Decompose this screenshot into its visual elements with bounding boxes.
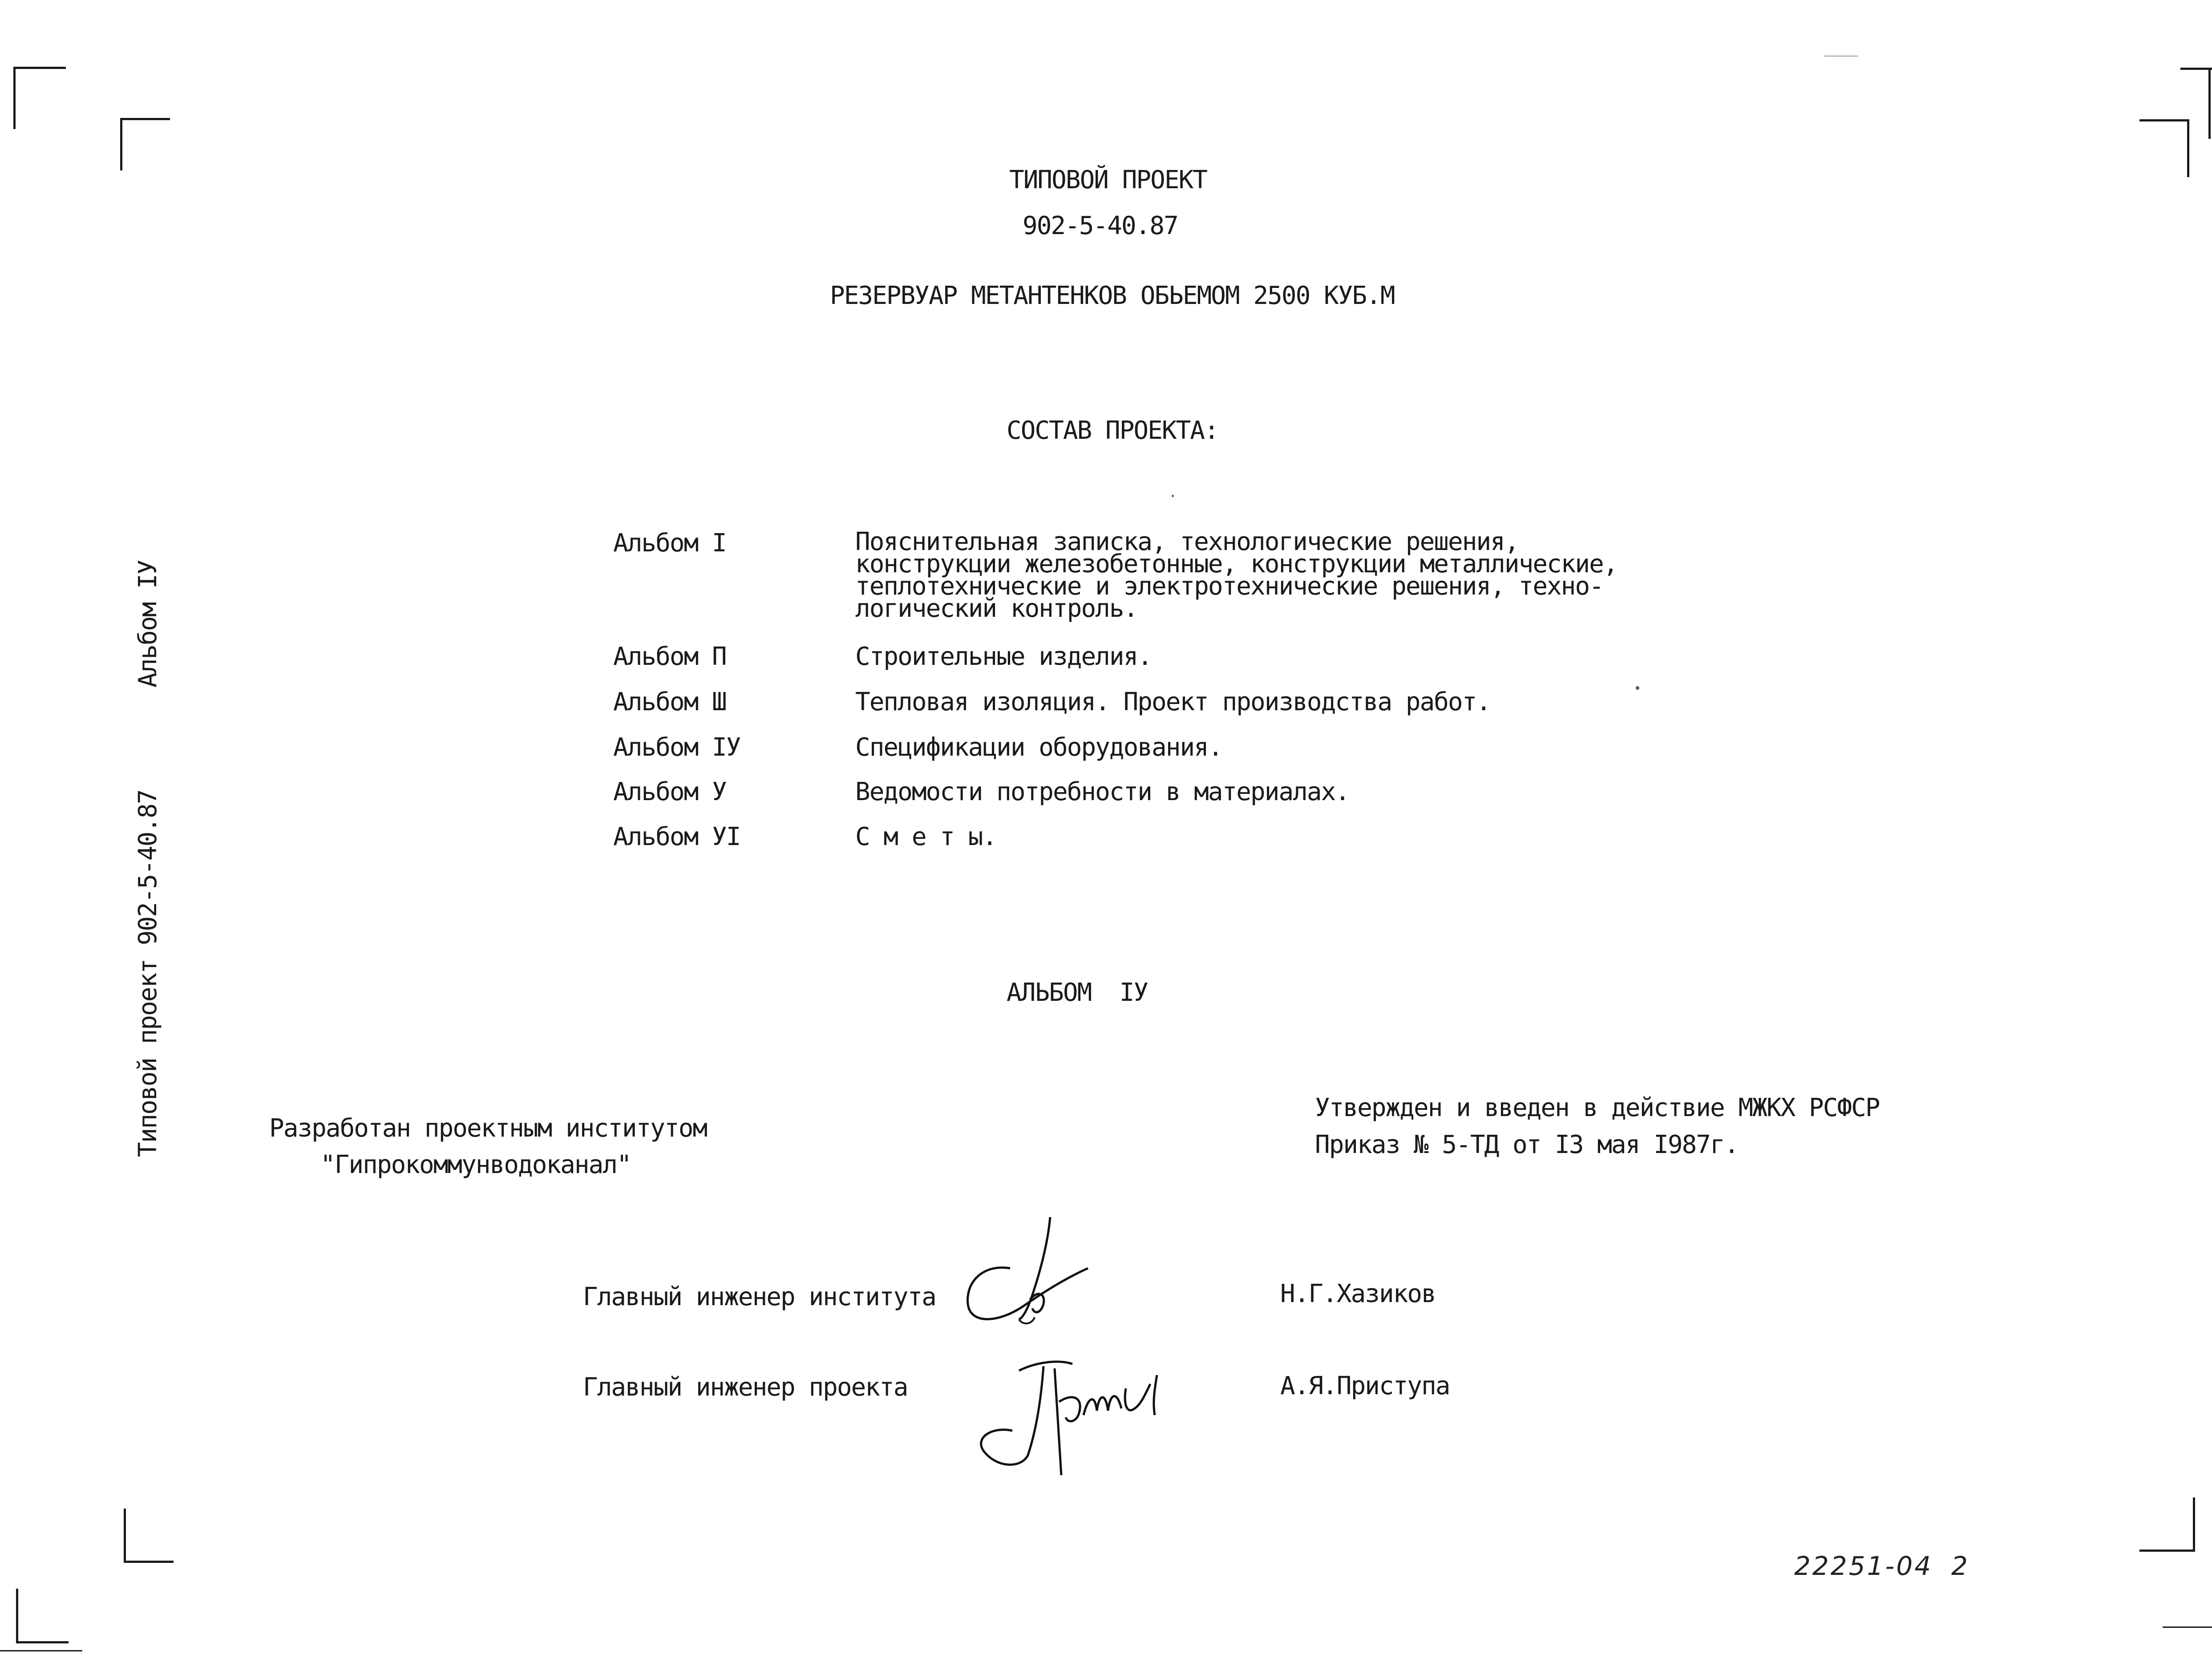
signature-name-2: А.Я.Приступа	[1280, 1372, 1450, 1400]
album-6-label: Альбом УI	[613, 822, 740, 851]
album-2-description: Строительные изделия.	[855, 642, 1152, 671]
scan-dot	[1172, 495, 1174, 497]
crop-mark-tl-inner-h	[120, 118, 170, 120]
album-5-label: Альбом У	[613, 777, 726, 806]
signature-role-2: Главный инженер проекта	[583, 1373, 908, 1402]
album-1-description: Пояснительная записка, технологические решения, конструкции железобетонные, конструкции металлические, теплотехнические и электротехнические решения, техно- логический контроль.	[855, 527, 1618, 623]
album-4-description: Спецификации оборудования.	[855, 733, 1222, 762]
side-album-label: Альбом IУ	[133, 560, 162, 688]
page-number: 2	[1951, 1551, 1969, 1581]
document-number: 22251-04	[1794, 1551, 1933, 1581]
album-6-description: С м е т ы.	[855, 822, 997, 851]
album-3-label: Альбом Ш	[613, 688, 726, 716]
scan-mark-top	[1824, 56, 1858, 57]
crop-mark-bl-outer-h	[16, 1641, 69, 1643]
crop-mark-tr-outer-h	[2180, 68, 2212, 70]
crop-mark-tl-outer-v	[13, 67, 16, 129]
crop-mark-tr-inner-h	[2139, 119, 2189, 121]
developer-line-2: "Гипрокоммунводоканал"	[320, 1150, 631, 1179]
approval-line-1: Утвержден и введен в действие МЖКХ РСФСР	[1315, 1093, 1880, 1122]
composition-heading: СОСТАВ ПРОЕКТА:	[1007, 416, 1218, 445]
album-4-label: Альбом IУ	[613, 733, 740, 762]
crop-mark-tr-outer-v	[2208, 68, 2211, 139]
crop-mark-bl-inner-v	[124, 1509, 126, 1563]
crop-mark-bl-inner-h	[124, 1561, 174, 1563]
developer-line-1: Разработан проектным институтом	[269, 1114, 707, 1143]
crop-mark-tl-outer-h	[13, 67, 66, 69]
crop-mark-bl-edge	[0, 1650, 82, 1651]
album-2-label: Альбом П	[613, 642, 726, 671]
crop-mark-bl-outer-v	[16, 1589, 18, 1643]
crop-mark-tl-inner-v	[120, 118, 122, 170]
crop-mark-tr-inner-v	[2187, 119, 2189, 177]
project-title: РЕЗЕРВУАР МЕТАНТЕНКОВ ОБЬЕМОМ 2500 КУБ.М	[830, 281, 1395, 310]
project-type-label: ТИПОВОЙ ПРОЕКТ	[1009, 166, 1207, 194]
approval-line-2: Приказ № 5-ТД от I3 мая I987г.	[1315, 1130, 1739, 1159]
side-project-label: Типовой проект 902-5-40.87	[133, 790, 162, 1157]
handwritten-signature-2	[970, 1348, 1175, 1477]
scan-dot	[1636, 686, 1639, 690]
signature-name-1: Н.Г.Хазиков	[1280, 1279, 1436, 1308]
handwritten-signature-1	[957, 1215, 1099, 1331]
album-1-label: Альбом I	[613, 529, 726, 558]
album-heading: АЛЬБОМ IУ	[1007, 978, 1148, 1007]
crop-mark-br-edge	[2163, 1626, 2212, 1628]
album-3-description: Тепловая изоляция. Проект производства работ.	[855, 688, 1491, 716]
album-5-description: Ведомости потребности в материалах.	[855, 777, 1350, 806]
signature-role-1: Главный инженер института	[583, 1283, 936, 1311]
project-code: 902-5-40.87	[1023, 211, 1178, 240]
crop-mark-br-inner-h	[2139, 1550, 2195, 1552]
crop-mark-br-inner-v	[2193, 1497, 2195, 1552]
